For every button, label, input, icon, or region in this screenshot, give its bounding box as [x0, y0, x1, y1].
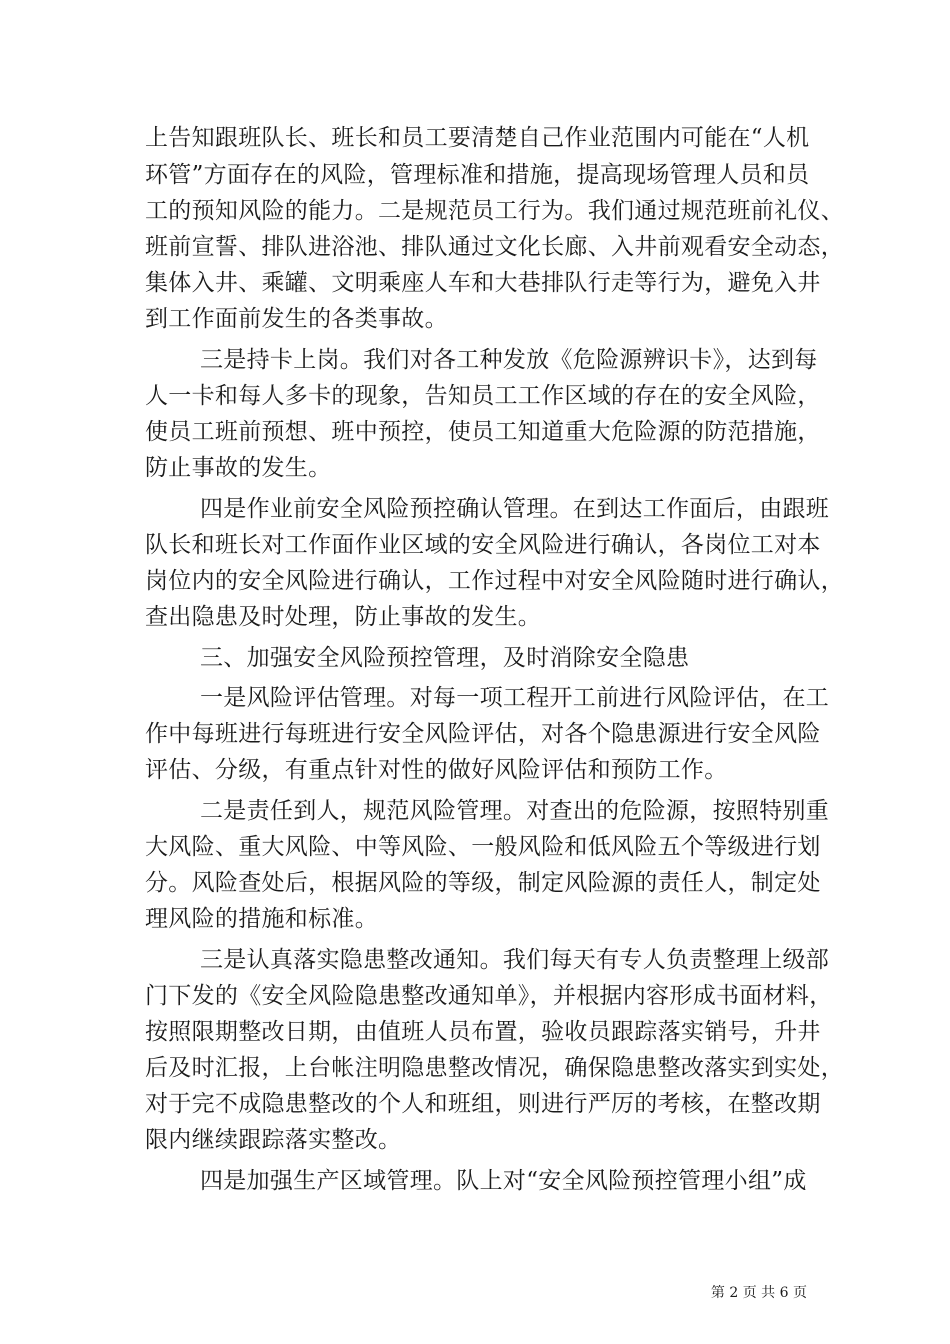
paragraph-first-line: 三是认真落实隐患整改通知。我们每天有专人负责整理上级部 — [200, 947, 830, 973]
text-line: 门下发的《安全风险隐患整改通知单》，并根据内容形成书面材料， — [145, 983, 833, 1009]
text-line: 集体入井、乘罐、文明乘座人车和大巷排队行走等行为，避免入井 — [145, 270, 821, 296]
text-line: 按照限期整改日期，由值班人员布置，验收员跟踪落实销号，升井 — [145, 1019, 821, 1045]
paragraph-first-line: 四是作业前安全风险预控确认管理。在到达工作面后，由跟班 — [200, 496, 830, 522]
text-line: 评估、分级，有重点针对性的做好风险评估和预防工作。 — [145, 757, 728, 783]
text-line: 对于完不成隐患整改的个人和班组，则进行严厉的考核，在整改期 — [145, 1091, 821, 1117]
text-line: 岗位内的安全风险进行确认，工作过程中对安全风险随时进行确认， — [145, 568, 844, 594]
text-line: 队长和班长对工作面作业区域的安全风险进行确认，各岗位工对本 — [145, 532, 821, 558]
text-line: 作中每班进行每班进行安全风险评估，对各个隐患源进行安全风险 — [145, 721, 821, 747]
text-line: 上告知跟班队长、班长和员工要清楚自己作业范围内可能在“人机 — [145, 125, 810, 151]
paragraph-first-line: 二是责任到人，规范风险管理。对查出的危险源，按照特别重 — [200, 798, 830, 824]
text-line: 到工作面前发生的各类事故。 — [145, 306, 448, 332]
text-line: 后及时汇报，上台帐注明隐患整改情况，确保隐患整改落实到实处， — [145, 1055, 844, 1081]
paragraph-first-line: 四是加强生产区域管理。队上对“安全风险预控管理小组”成 — [200, 1168, 807, 1194]
text-line: 环管”方面存在的风险，管理标准和措施，提高现场管理人员和员 — [145, 162, 810, 188]
text-line: 人一卡和每人多卡的现象，告知员工工作区域的存在的安全风险， — [145, 383, 821, 409]
text-line: 限内继续跟踪落实整改。 — [145, 1127, 402, 1153]
section-heading: 三、加强安全风险预控管理，及时消除安全隐患 — [200, 645, 690, 671]
text-line: 查出隐患及时处理，防止事故的发生。 — [145, 604, 542, 630]
text-line: 理风险的措施和标准。 — [145, 906, 378, 932]
text-line: 工的预知风险的能力。二是规范员工行为。我们通过规范班前礼仪、 — [145, 198, 844, 224]
paragraph-first-line: 一是风险评估管理。对每一项工程开工前进行风险评估，在工 — [200, 685, 830, 711]
text-line: 使员工班前预想、班中预控，使员工知道重大危险源的防范措施， — [145, 419, 821, 445]
text-line: 防止事故的发生。 — [145, 455, 332, 481]
text-line: 大风险、重大风险、中等风险、一般风险和低风险五个等级进行划 — [145, 834, 821, 860]
paragraph-first-line: 三是持卡上岗。我们对各工种发放《危险源辨识卡》，达到每 — [200, 347, 818, 373]
page-number: 第 2 页 共 6 页 — [710, 1285, 807, 1301]
text-line: 班前宣誓、排队进浴池、排队通过文化长廊、入井前观看安全动态， — [145, 234, 844, 260]
text-line: 分。风险查处后，根据风险的等级，制定风险源的责任人，制定处 — [145, 870, 821, 896]
